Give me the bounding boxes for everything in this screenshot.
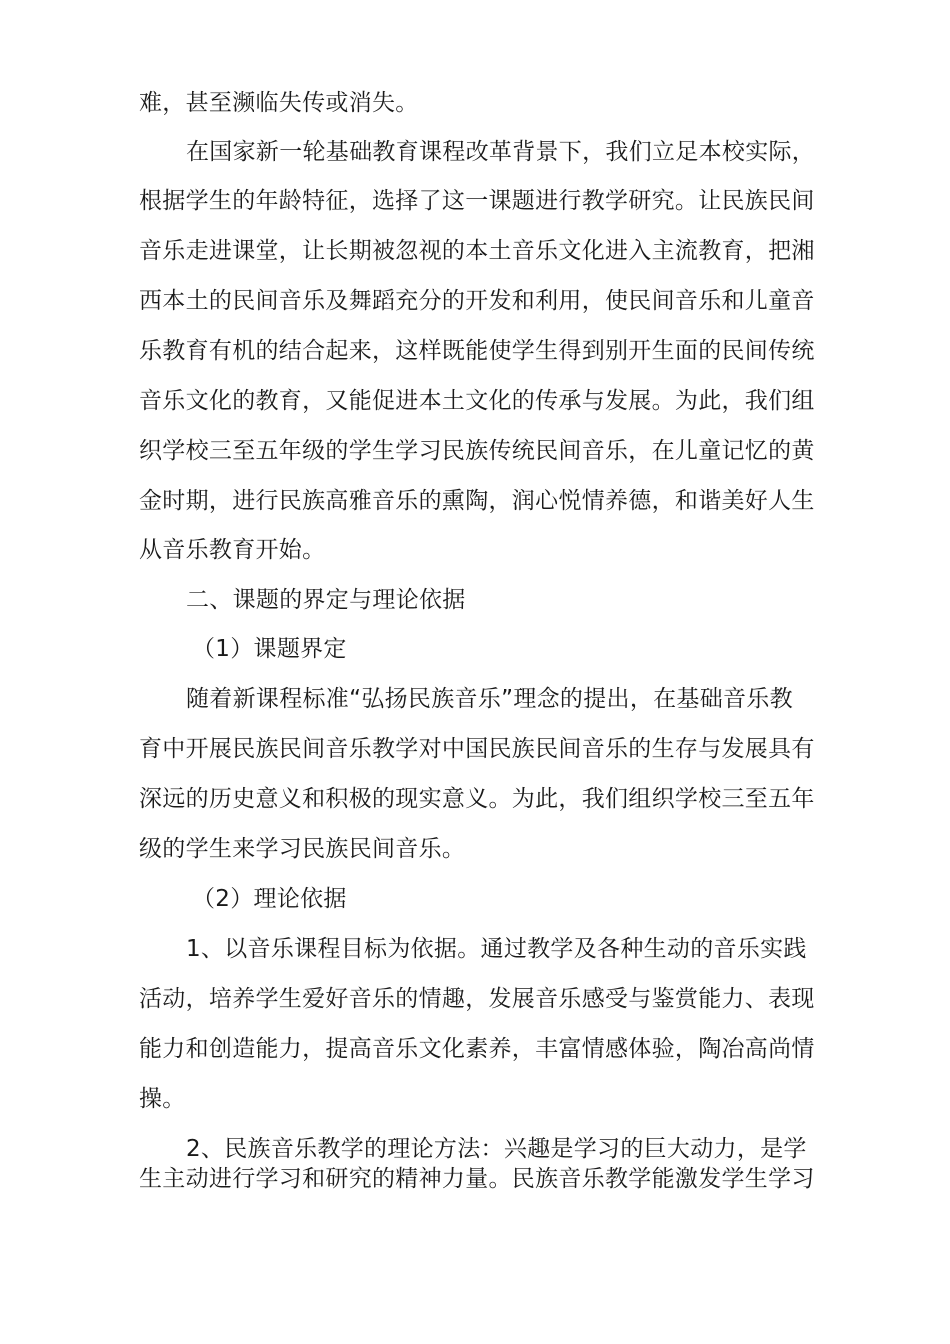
section-heading: 二、课题的界定与理论依据 [186, 587, 466, 613]
text-line: 根据学生的年龄特征，选择了这一课题进行教学研究。让民族民间 [139, 188, 815, 214]
text-line: 织学校三至五年级的学生学习民族传统民间音乐，在儿童记忆的黄 [139, 438, 815, 464]
text-line: 西本土的民间音乐及舞蹈充分的开发和利用，使民间音乐和儿童音 [139, 288, 815, 314]
paragraph-start-line: 在国家新一轮基础教育课程改革背景下，我们立足本校实际， [186, 139, 816, 165]
text-line: 金时期，进行民族高雅音乐的熏陶，润心悦情养德，和谐美好人生 [139, 488, 815, 514]
text-line: 活动，培养学生爱好音乐的情趣，发展音乐感受与鉴赏能力、表现 [139, 986, 815, 1012]
subsection-heading: （1）课题界定 [192, 636, 347, 662]
text-line: 难，甚至濒临失传或消失。 [139, 90, 419, 116]
text-line: 生主动进行学习和研究的精神力量。民族音乐教学能激发学生学习 [139, 1166, 815, 1192]
text-line: 育中开展民族民间音乐教学对中国民族民间音乐的生存与发展具有 [139, 736, 815, 762]
text-line: 乐教育有机的结合起来，这样既能使学生得到别开生面的民间传统 [139, 338, 815, 364]
paragraph-start-line: 1、以音乐课程目标为依据。通过教学及各种生动的音乐实践 [186, 936, 807, 962]
text-line: 操。 [139, 1086, 186, 1112]
text-line: 从音乐教育开始。 [139, 537, 326, 563]
text-line: 深远的历史意义和积极的现实意义。为此，我们组织学校三至五年 [139, 786, 815, 812]
paragraph-start-line: 随着新课程标准“弘扬民族音乐”理念的提出，在基础音乐教 [186, 686, 793, 712]
text-line: 级的学生来学习民族民间音乐。 [139, 836, 466, 862]
text-line: 音乐文化的教育，又能促进本土文化的传承与发展。为此，我们组 [139, 388, 815, 414]
text-line: 音乐走进课堂，让长期被忽视的本土音乐文化进入主流教育，把湘 [139, 238, 815, 264]
text-line: 能力和创造能力，提高音乐文化素养，丰富情感体验，陶冶高尚情 [139, 1036, 815, 1062]
paragraph-start-line: 2、民族音乐教学的理论方法：兴趣是学习的巨大动力，是学 [186, 1136, 807, 1162]
subsection-heading: （2）理论依据 [192, 886, 347, 912]
